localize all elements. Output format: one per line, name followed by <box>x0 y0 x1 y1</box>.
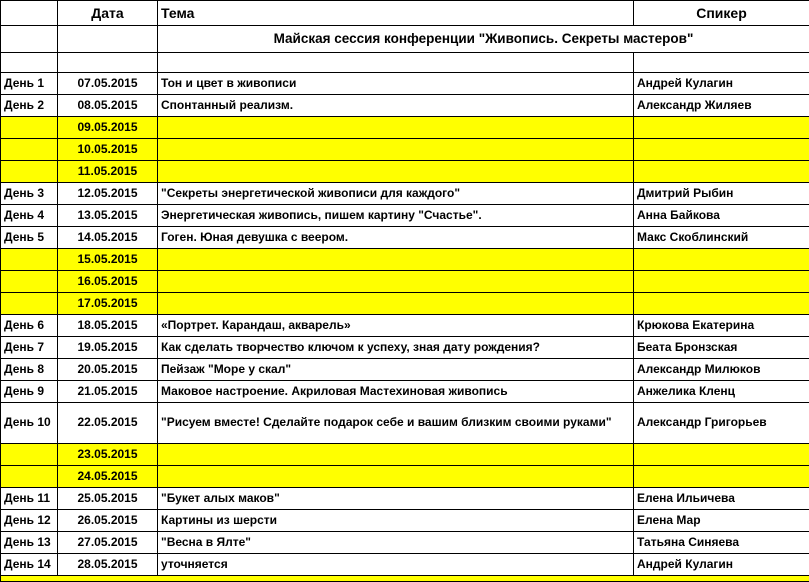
row-day-cell: День 12 <box>1 510 58 532</box>
row-date-cell: 07.05.2015 <box>58 73 158 95</box>
row-topic-cell <box>158 249 634 271</box>
row-topic-cell <box>158 271 634 293</box>
table-row <box>1 161 809 183</box>
row-speaker-cell <box>634 293 809 315</box>
row-speaker-cell <box>634 271 809 293</box>
table-row <box>1 510 809 532</box>
row-speaker-cell: Андрей Кулагин <box>634 554 809 576</box>
row-day-cell: День 5 <box>1 227 58 249</box>
table-row <box>1 315 809 337</box>
row-date-cell: 26.05.2015 <box>58 510 158 532</box>
row-speaker-cell <box>634 139 809 161</box>
row-speaker-cell: Александр Милюков <box>634 359 809 381</box>
row-speaker-cell: Крюкова Екатерина <box>634 315 809 337</box>
row-day-cell <box>1 466 58 488</box>
row-topic-cell: уточняется <box>158 554 634 576</box>
row-speaker-cell: Елена Мар <box>634 510 809 532</box>
row-speaker-cell <box>634 444 809 466</box>
row-topic-cell: Картины из шерсти <box>158 510 634 532</box>
row-topic-cell <box>158 293 634 315</box>
table-row <box>1 183 809 205</box>
row-date-cell: 09.05.2015 <box>58 117 158 139</box>
row-speaker-cell <box>634 117 809 139</box>
row-speaker-cell: Александр Григорьев <box>634 403 809 444</box>
row-topic-cell: Спонтанный реализм. <box>158 95 634 117</box>
row-date-cell: 15.05.2015 <box>58 249 158 271</box>
row-day-cell <box>1 444 58 466</box>
row-topic-cell <box>158 466 634 488</box>
row-topic-cell: Гоген. Юная девушка с веером. <box>158 227 634 249</box>
table-footer-rule <box>1 576 809 582</box>
row-date-cell: 17.05.2015 <box>58 293 158 315</box>
row-day-cell <box>1 139 58 161</box>
spacer-cell-date <box>58 53 158 73</box>
row-topic-cell: Энергетическая живопись, пишем картину "Счастье". <box>158 205 634 227</box>
spacer-cell-day <box>1 53 58 73</box>
row-date-cell: 27.05.2015 <box>58 532 158 554</box>
header-corner-cell <box>1 1 58 26</box>
row-day-cell: День 10 <box>1 403 58 444</box>
row-speaker-cell: Елена Ильичева <box>634 488 809 510</box>
row-speaker-cell <box>634 161 809 183</box>
title-row-blank-date <box>58 26 158 53</box>
row-day-cell <box>1 117 58 139</box>
row-topic-cell: "Рисуем вместе! Сделайте подарок себе и вашим близким своими руками" <box>158 403 634 444</box>
row-day-cell: День 2 <box>1 95 58 117</box>
row-topic-cell: Маковое настроение. Акриловая Мастехиновая живопись <box>158 381 634 403</box>
table-row <box>1 359 809 381</box>
row-day-cell: День 6 <box>1 315 58 337</box>
row-day-cell: День 9 <box>1 381 58 403</box>
row-date-cell: 18.05.2015 <box>58 315 158 337</box>
table-row <box>1 293 809 315</box>
table-row <box>1 403 809 444</box>
row-speaker-cell: Анжелика Кленц <box>634 381 809 403</box>
row-day-cell: День 11 <box>1 488 58 510</box>
table-row <box>1 205 809 227</box>
row-date-cell: 25.05.2015 <box>58 488 158 510</box>
table-row <box>1 532 809 554</box>
row-speaker-cell: Андрей Кулагин <box>634 73 809 95</box>
column-header-date: Дата <box>58 1 158 26</box>
row-speaker-cell: Александр Жиляев <box>634 95 809 117</box>
row-day-cell: День 8 <box>1 359 58 381</box>
conference-title: Майская сессия конференции "Живопись. Секреты мастеров" <box>158 26 809 53</box>
table-row <box>1 271 809 293</box>
title-row-blank-day <box>1 26 58 53</box>
table-row <box>1 117 809 139</box>
row-topic-cell: Тон и цвет в живописи <box>158 73 634 95</box>
row-speaker-cell <box>634 466 809 488</box>
table-row <box>1 227 809 249</box>
table-row <box>1 73 809 95</box>
row-day-cell: День 3 <box>1 183 58 205</box>
row-date-cell: 13.05.2015 <box>58 205 158 227</box>
row-speaker-cell: Беата Бронзская <box>634 337 809 359</box>
row-day-cell: День 4 <box>1 205 58 227</box>
row-topic-cell <box>158 444 634 466</box>
row-date-cell: 11.05.2015 <box>58 161 158 183</box>
spacer-cell-topic <box>158 53 634 73</box>
row-topic-cell <box>158 161 634 183</box>
table-row <box>1 337 809 359</box>
row-date-cell: 19.05.2015 <box>58 337 158 359</box>
spacer-row <box>1 53 809 73</box>
row-topic-cell: Пейзаж "Море у скал" <box>158 359 634 381</box>
row-date-cell: 21.05.2015 <box>58 381 158 403</box>
column-header-speaker: Спикер <box>634 1 809 26</box>
row-day-cell <box>1 161 58 183</box>
table-row <box>1 488 809 510</box>
row-speaker-cell: Татьяна Синяева <box>634 532 809 554</box>
row-topic-cell: "Секреты энергетической живописи для каждого" <box>158 183 634 205</box>
table-header-row <box>1 1 809 26</box>
table-row <box>1 466 809 488</box>
row-day-cell: День 14 <box>1 554 58 576</box>
column-header-topic: Тема <box>158 1 634 26</box>
row-speaker-cell: Макс Скоблинский <box>634 227 809 249</box>
row-day-cell: День 1 <box>1 73 58 95</box>
row-date-cell: 10.05.2015 <box>58 139 158 161</box>
row-topic-cell: "Букет алых маков" <box>158 488 634 510</box>
row-speaker-cell <box>634 249 809 271</box>
row-date-cell: 12.05.2015 <box>58 183 158 205</box>
row-day-cell <box>1 293 58 315</box>
row-day-cell: День 13 <box>1 532 58 554</box>
table-row <box>1 249 809 271</box>
table-row <box>1 444 809 466</box>
row-date-cell: 28.05.2015 <box>58 554 158 576</box>
table-row <box>1 95 809 117</box>
row-date-cell: 14.05.2015 <box>58 227 158 249</box>
spacer-cell-speaker <box>634 53 809 73</box>
row-day-cell <box>1 249 58 271</box>
footer-rule-cell <box>1 576 809 582</box>
row-topic-cell: Как сделать творчество ключом к успеху, зная дату рождения? <box>158 337 634 359</box>
row-date-cell: 20.05.2015 <box>58 359 158 381</box>
row-topic-cell: «Портрет. Карандаш, акварель» <box>158 315 634 337</box>
conference-title-row <box>1 26 809 53</box>
row-date-cell: 23.05.2015 <box>58 444 158 466</box>
table-row <box>1 381 809 403</box>
row-topic-cell <box>158 139 634 161</box>
row-date-cell: 22.05.2015 <box>58 403 158 444</box>
row-date-cell: 08.05.2015 <box>58 95 158 117</box>
row-topic-cell <box>158 117 634 139</box>
row-topic-cell: "Весна в Ялте" <box>158 532 634 554</box>
row-date-cell: 24.05.2015 <box>58 466 158 488</box>
row-speaker-cell: Дмитрий Рыбин <box>634 183 809 205</box>
row-day-cell <box>1 271 58 293</box>
row-day-cell: День 7 <box>1 337 58 359</box>
table-row <box>1 554 809 576</box>
row-speaker-cell: Анна Байкова <box>634 205 809 227</box>
table-row <box>1 139 809 161</box>
row-date-cell: 16.05.2015 <box>58 271 158 293</box>
table-body <box>1 26 809 576</box>
